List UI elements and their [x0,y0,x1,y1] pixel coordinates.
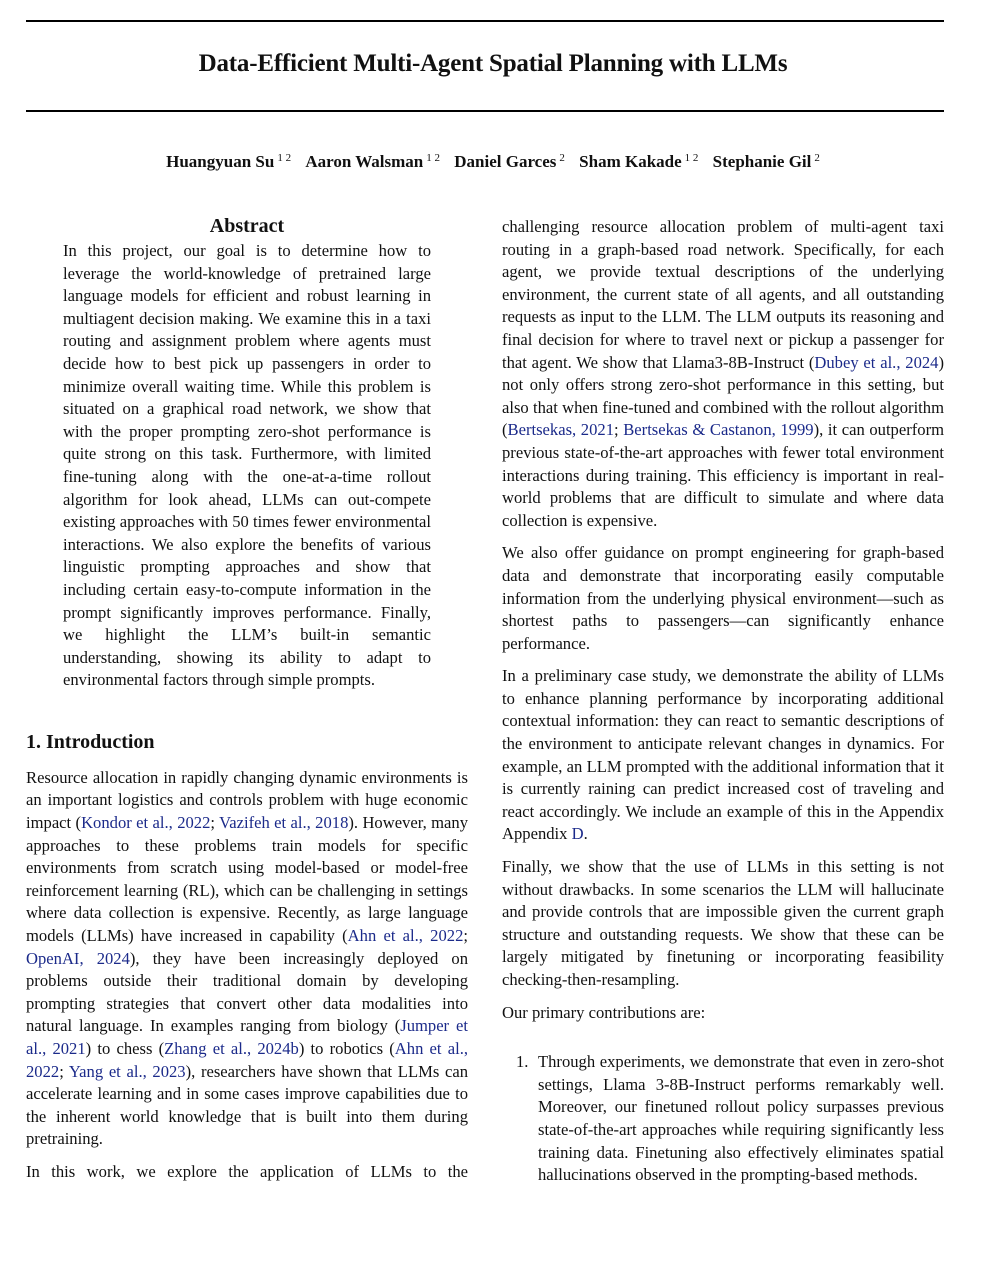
author-name: Huangyuan Su [166,152,275,171]
text: ; [210,813,220,833]
author-affiliation: 2 [559,152,565,164]
citation-link[interactable]: Dubey et al., 2024 [814,352,939,372]
author-affiliation: 2 [814,152,820,164]
author-name: Stephanie Gil [712,152,812,171]
author [166,152,291,171]
list-number: 1. [516,1052,529,1072]
citation-link[interactable]: Vazifeh et al., 2018 [219,813,349,833]
bottom-rule [26,110,944,112]
text: ) to robotics ( [298,1039,395,1058]
intro-paragraph-3: We also offer guidance on prompt engineering for graph-based data and demonstrate that incorporating easily computable information from the underlying physical environment—such as shortest paths to passengers—can significantly enhance performance. [502,543,944,653]
intro-paragraph-2-start: In this work, we explore the application of LLMs to the [26,1161,468,1181]
text: ; [463,926,468,946]
citation-link[interactable]: OpenAI, 2024 [26,948,130,968]
author-name: Sham Kakade [579,152,682,171]
author-name: Daniel Garces [454,152,557,171]
intro-paragraph-5: Finally, we show that the use of LLMs in this setting is not without drawbacks. In some scenarios the LLM will hallucinate and provide controls that are impossible given the current graph structure and outstanding requests. We show that these can be largely mitigated by finetuning or incorporating feasibility checking-then-resampling. [502,857,944,989]
citation-link[interactable]: Kondor et al., 2022 [81,813,211,833]
author-affiliation: 1 2 [426,152,440,164]
abstract [63,212,431,692]
author-affiliation: 1 2 [684,152,699,164]
author-affiliation: 1 2 [277,152,292,164]
text: ), it can outperform previous state-of-the-art approaches with fewer total environment interactions during training. This efficiency is important in real-world problems that are difficult to simulate and where data collection is expensive. [502,420,945,530]
citation-link[interactable]: Bertsekas, 2021 [507,420,614,440]
author [579,152,698,171]
text: challenging resource allocation problem of multi-agent taxi routing in a graph-based road network. Specifically, for each agent, we provide textual descriptions of the underlying environment, the current state of all agents, and all outstanding requests as input to the LLM. The LLM outputs its reasoning and final decision for where to travel next or pickup a passenger for that agent. We show that Llama3-8B-Instruct ( [502,217,944,372]
citation-link[interactable]: Yang et al., 2023 [68,1061,186,1081]
author [713,152,820,171]
text: ) not only offers strong zero-shot performance in this setting, but also that when fine-tuned and combined with the rollout algorithm ( [502,352,944,440]
appendix-link[interactable]: D [571,824,584,844]
author [454,152,565,171]
text: ; [614,420,624,440]
text: ), researchers have shown that LLMs can accelerate learning and in some cases improve capabilities due to the inherent world knowledge that is built into them during pretraining. [26,1061,468,1149]
list-item [502,1051,944,1187]
intro-paragraph-6: Our primary contributions are: [502,1002,706,1022]
intro-paragraph-1 [26,767,468,1151]
right-column [502,216,944,1187]
author [305,152,440,171]
intro-paragraph-4 [502,665,944,846]
contributions-list [502,1051,944,1187]
paper-title: Data-Efficient Multi-Agent Spatial Planning with LLMs [198,50,788,77]
left-column [26,212,468,1194]
abstract-heading: Abstract [209,215,285,237]
author-name: Aaron Walsman [305,152,424,171]
intro-paragraph-2-continued [502,216,944,532]
text: ; [59,1061,69,1081]
citation-link[interactable]: Zhang et al., 2024b [164,1039,299,1058]
list-item-text: Through experiments, we demonstrate that even in zero-shot settings, Llama 3-8B-Instruct performs remarkably well. Moreover, our finetuned rollout policy surpasses previous state-of-the-art approaches while requiring significantly less training data. Finetuning also effectively eliminates spatial hallucinations observed in the prompting-based methods. [538,1052,944,1185]
citation-link[interactable]: Bertsekas & Castanon, 1999 [623,420,814,440]
text: Resource allocation in rapidly changing dynamic environments is an important logistics and controls problem with huge economic impact ( [26,767,468,833]
citation-link[interactable]: Jumper et al., 2021 [26,1016,468,1058]
top-rule [26,20,944,22]
text: ), they have been increasingly deployed on problems outside their traditional domain by developing prompting strategies that convert other data modalities into natural language. In examples ranging from biology ( [26,948,468,1036]
citation-link[interactable]: Ahn et al., 2022 [347,926,464,946]
section-heading-introduction: 1. Introduction [26,730,155,753]
citation-link[interactable]: Ahn et al., 2022 [26,1039,468,1081]
abstract-text: In this project, our goal is to determine how to leverage the world-knowledge of pretrained large language models for efficient and robust learning in multiagent decision making. We examine this in a taxi routing and assignment problem where agents must decide how to best pick up passengers in order to minimize overall waiting time. While this problem is situated on a graphical road network, we show that with the proper prompting zero-shot performance is quite strong on this task. Furthermore, with limited fine-tuning along with the one-at-a-time rollout algorithm for look ahead, LLMs can out-compete existing approaches with 50 times fewer environmental interactions. We also explore the benefits of various linguistic prompting approaches and show that including certain easy-to-compute information in the prompt significantly improves performance. Finally, we highlight the LLM’s built-in semantic understanding, showing its ability to adapt to environmental factors through simple prompts. [63,241,431,690]
text: . [583,824,588,844]
text: ). However, many approaches to these problems train models for specific environments from scratch using model-based or model-free reinforcement learning (RL), which can be challenging in settings where data collection is expensive. Recently, as large language models (LLMs) have increased in capability ( [26,813,468,946]
text: In a preliminary case study, we demonstrate the ability of LLMs to enhance planning performance by incorporating additional contextual information: they can react to semantic descriptions of the environment to anticipate relevant changes in dynamics. For example, an LLM prompted with the additional information that it is currently raining can predict increased cost of traveling and react accordingly. We include an example of this in the Appendix Appendix [502,666,944,844]
author-list [0,152,986,172]
text: ) to chess ( [85,1039,165,1058]
